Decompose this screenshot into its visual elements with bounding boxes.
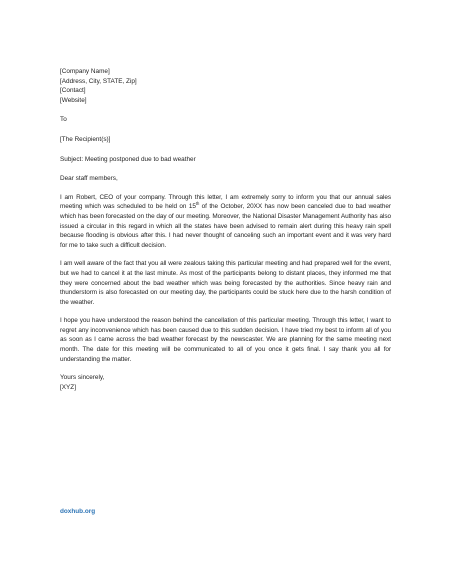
signature: [XYZ] — [60, 383, 76, 391]
sender-website: [Website] — [60, 96, 87, 104]
recipient: [The Recipient(s)] — [60, 135, 111, 143]
salutation: Dear staff members, — [60, 175, 118, 183]
paragraph-1-part-a: I am Robert, CEO of your company. Through this letter, I am extremely sorry to inform you that our annual sales meeting which was scheduled to be held on 15 — [60, 193, 391, 211]
sender-address: [Address, City, STATE, Zip] — [60, 77, 137, 85]
ordinal-suffix: th — [195, 201, 200, 207]
sender-block — [60, 67, 391, 105]
footer-site-link[interactable]: doxhub.org — [60, 508, 96, 515]
closing-line: Yours sincerely, — [60, 374, 105, 382]
paragraph-2: I am well aware of the fact that you all were zealous taking this particular meeting and had prepared well for the event, but we had to cancel it at the last minute. As most of the participants belong to distant places, they informed me that they were concerned about the bad weather which was being forecasted by the authorities. Since heavy rain and thunderstorm is also forecasted on our meeting day, the participants could be stuck here due to the harsh condition of the weather. — [60, 260, 391, 306]
sender-contact: [Contact] — [60, 87, 86, 95]
subject-line: Subject: Meeting postponed due to bad weather — [60, 155, 196, 163]
to-label: To — [60, 116, 67, 124]
letter-body — [60, 67, 391, 392]
paragraph-1 — [60, 193, 391, 251]
closing-block — [60, 373, 391, 392]
paragraph-1-part-b: of the October, 20XX has now been canceled due to bad weather which has been forecasted on the day of our meeting. Moreover, the National Disaster Management Authority has also issued a circular in this regard in which all the states have been advised to remain alert during this heavy rain spell because flooding is obvious after this. I had never thought of canceling such an important event and it was very hard for me to take such a difficult decision. — [60, 203, 391, 249]
sender-company-name: [Company Name] — [60, 68, 110, 75]
paragraph-3: I hope you have understood the reason behind the cancellation of this particular meeting. Through this letter, I want to regret any inconvenience which has been caused due to this sudden decision. I have tried my best to inform all of you as soon as I came across the bad weather forecast by the newscaster. We are planning for the same meeting next month. The date for this meeting will be communicated to all of you once it gets final. I say thank you all for understanding the matter. — [60, 317, 391, 363]
